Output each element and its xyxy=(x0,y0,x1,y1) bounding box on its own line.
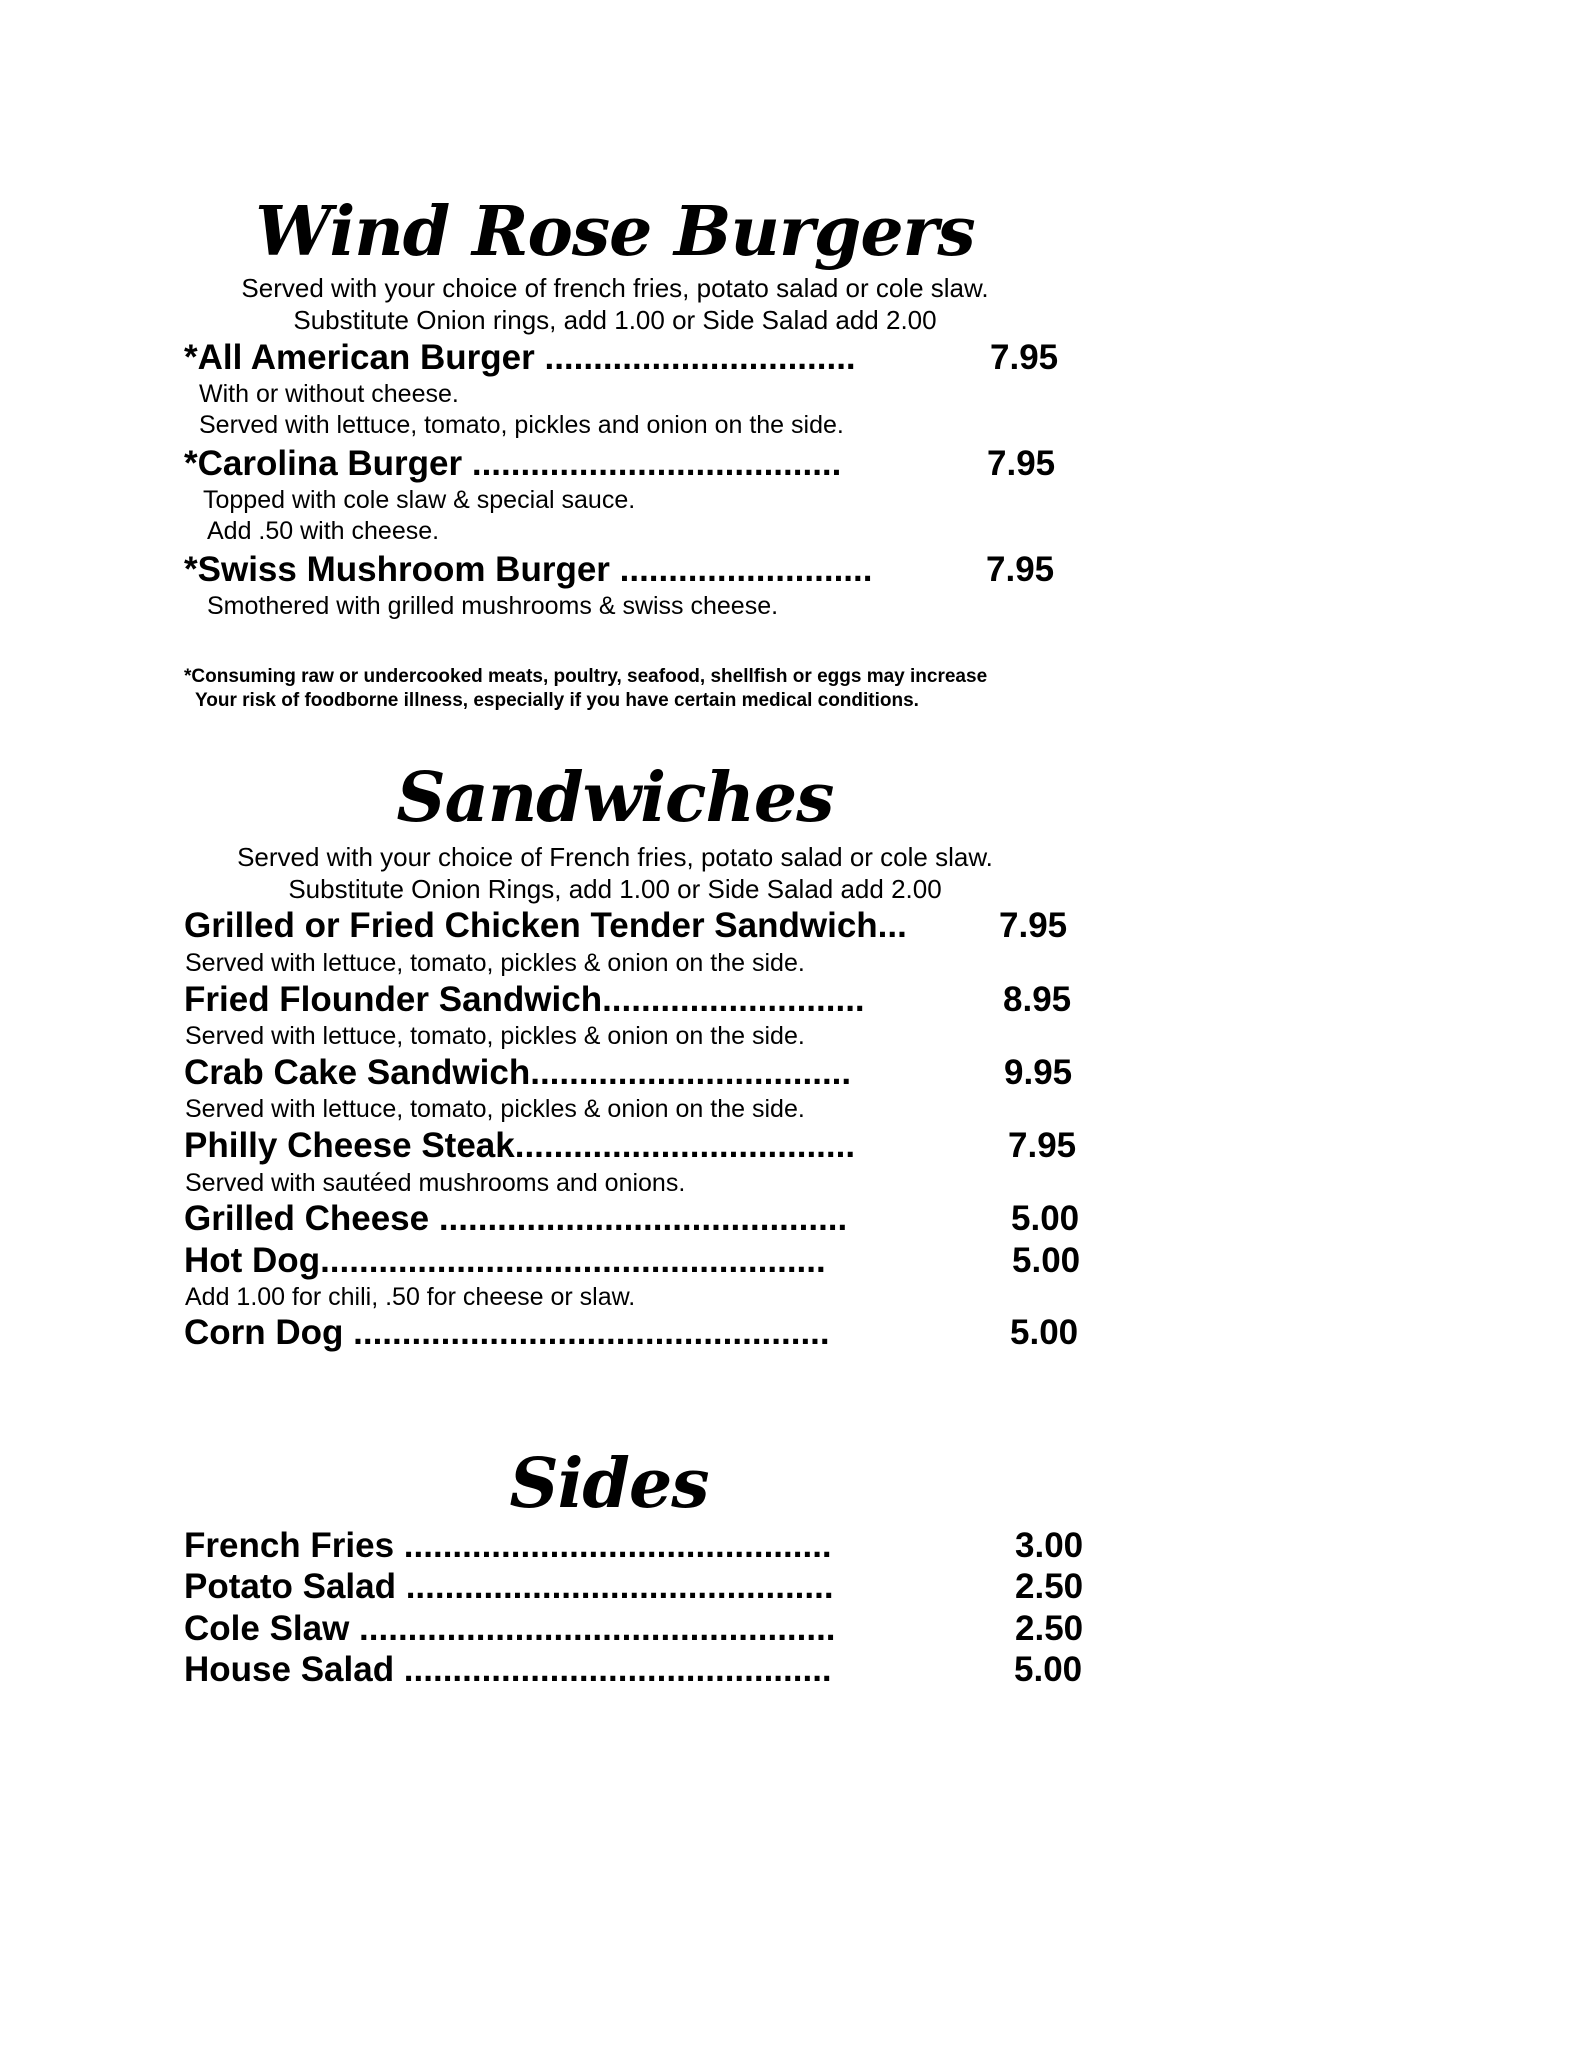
item-name: Potato Salad ............................................ xyxy=(184,1567,834,1606)
warning-line: Your risk of foodborne illness, especially if you have certain medical conditions. xyxy=(195,690,919,711)
item-description: Served with lettuce, tomato, pickles & onion on the side. xyxy=(185,1095,805,1123)
item-price: 5.00 xyxy=(1011,1199,1080,1238)
item-name: Cole Slaw ................................................. xyxy=(184,1609,836,1648)
warning-line: *Consuming raw or undercooked meats, poultry, seafood, shellfish or eggs may increase xyxy=(184,666,988,687)
item-price: 5.00 xyxy=(1014,1650,1083,1689)
item-price: 2.50 xyxy=(1015,1567,1084,1606)
item-name: Grilled or Fried Chicken Tender Sandwich... xyxy=(184,906,907,945)
sandwiches-intro-line: Served with your choice of French fries, potato salad or cole slaw. xyxy=(237,842,993,872)
item-description: Served with lettuce, tomato, pickles & onion on the side. xyxy=(185,949,805,977)
item-name: *Swiss Mushroom Burger .......................... xyxy=(184,550,873,589)
item-name: Corn Dog ................................................. xyxy=(184,1313,830,1352)
description-line: Smothered with grilled mushrooms & swiss cheese. xyxy=(207,592,779,620)
item-name: Crab Cake Sandwich................................. xyxy=(184,1053,852,1092)
item-price: 8.95 xyxy=(1003,980,1072,1019)
burgers-intro-line: Substitute Onion rings, add 1.00 or Side Salad add 2.00 xyxy=(293,305,937,335)
sandwiches-intro xyxy=(0,841,1230,905)
description-line: Served with lettuce, tomato, pickles and onion on the side. xyxy=(199,411,844,439)
item-price: 7.95 xyxy=(987,444,1056,483)
item-description xyxy=(207,591,778,622)
sides-title: Sides xyxy=(509,1444,709,1524)
description-line: Topped with cole slaw & special sauce. xyxy=(203,486,636,514)
item-name: Fried Flounder Sandwich........................... xyxy=(184,980,865,1019)
item-name: Grilled Cheese .......................................... xyxy=(184,1199,848,1238)
item-price: 3.00 xyxy=(1015,1526,1084,1565)
sandwiches-title: Sandwiches xyxy=(396,758,834,838)
item-description: Served with lettuce, tomato, pickles & onion on the side. xyxy=(185,1022,805,1050)
item-price: 7.95 xyxy=(986,550,1055,589)
description-line: With or without cheese. xyxy=(199,380,459,408)
item-price: 9.95 xyxy=(1004,1053,1073,1092)
description-line: Add .50 with cheese. xyxy=(207,517,440,545)
item-description xyxy=(199,379,844,441)
item-name: Philly Cheese Steak................................... xyxy=(184,1126,856,1165)
item-price: 7.95 xyxy=(999,906,1068,945)
item-name: Hot Dog.................................................... xyxy=(184,1241,826,1280)
item-description xyxy=(203,485,635,547)
item-name: *All American Burger ................................ xyxy=(184,338,856,377)
item-description: Served with sautéed mushrooms and onions. xyxy=(185,1169,686,1197)
burgers-title: Wind Rose Burgers xyxy=(255,192,975,272)
item-name: House Salad ............................................ xyxy=(184,1650,832,1689)
food-safety-warning xyxy=(184,665,987,713)
item-price: 2.50 xyxy=(1015,1609,1084,1648)
burgers-intro xyxy=(0,272,1230,336)
item-name: *Carolina Burger ...................................... xyxy=(184,444,842,483)
item-price: 5.00 xyxy=(1010,1313,1079,1352)
item-price: 7.95 xyxy=(990,338,1059,377)
sandwiches-intro-line: Substitute Onion Rings, add 1.00 or Side Salad add 2.00 xyxy=(288,874,942,904)
item-name: French Fries ............................................ xyxy=(184,1526,832,1565)
item-description: Add 1.00 for chili, .50 for cheese or slaw. xyxy=(185,1283,636,1311)
burgers-intro-line: Served with your choice of french fries, potato salad or cole slaw. xyxy=(241,273,989,303)
item-price: 7.95 xyxy=(1008,1126,1077,1165)
item-price: 5.00 xyxy=(1012,1241,1081,1280)
